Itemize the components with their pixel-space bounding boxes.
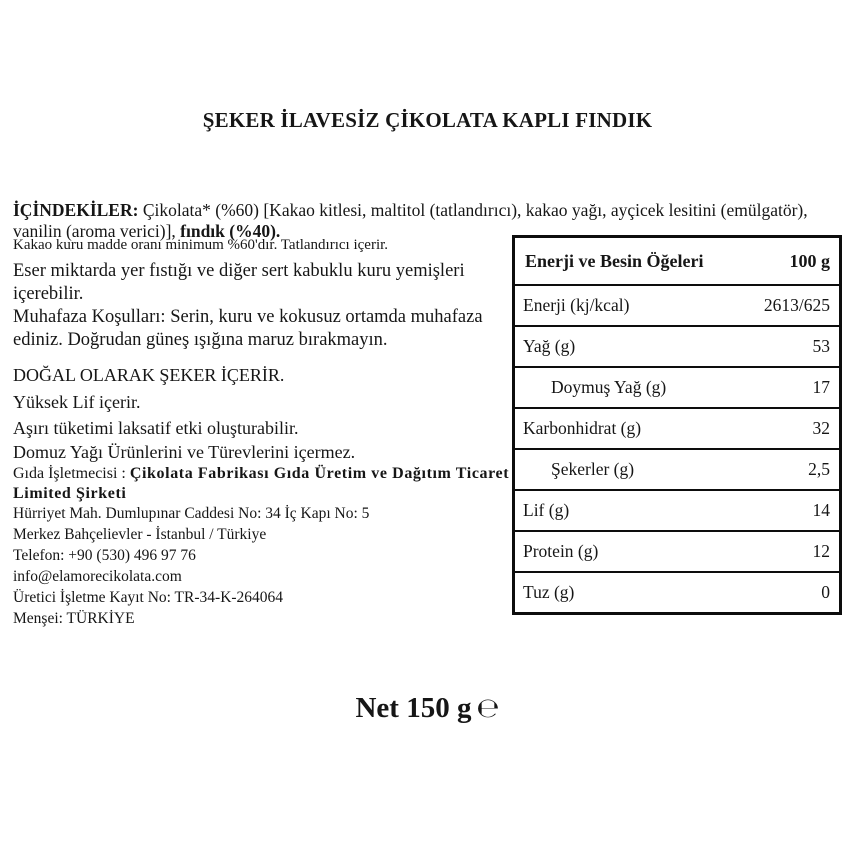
page-title: ŞEKER İLAVESİZ ÇİKOLATA KAPLI FINDIK (202, 108, 653, 132)
ingredients-label: İÇİNDEKİLER: (13, 199, 139, 220)
table-row (515, 571, 839, 612)
cocoa-content-note: Kakao kuru madde oranı minimum %60'dır. Tatlandırıcı içerir. (13, 237, 389, 253)
info-column (13, 236, 519, 629)
nutrient-label: Lif (g) (523, 500, 570, 520)
food-operator-company: Çikolata Fabrikası Gıda Üretim ve Dağıtım Ticaret Limited Şirketi (13, 465, 510, 502)
table-row (515, 325, 839, 366)
nutrient-label: Tuz (g) (523, 582, 575, 602)
estimated-sign: ℮ (476, 693, 500, 724)
table-row (515, 366, 839, 407)
nutrient-value: 32 (812, 418, 830, 438)
nutrition-table (512, 235, 842, 615)
nutrition-header-label: Enerji ve Besin Öğeleri (525, 250, 704, 271)
table-row (515, 530, 839, 571)
pork-free-statement: Domuz Yağı Ürünlerini ve Türevlerini içermez. (13, 442, 356, 462)
nutrient-label: Yağ (g) (523, 336, 576, 356)
nutrient-value: 2,5 (808, 459, 830, 479)
origin-line: Menşei: TÜRKİYE (13, 610, 135, 627)
phone-line: Telefon: +90 (530) 496 97 76 (13, 547, 196, 564)
nutrient-value: 12 (812, 541, 830, 561)
table-row (515, 489, 839, 530)
email-line: info@elamorecikolata.com (13, 568, 182, 585)
nutrition-header-unit: 100 g (789, 250, 830, 271)
address-line-2: Merkez Bahçelievler - İstanbul / Türkiye (13, 526, 267, 543)
nutrient-value: 2613/625 (763, 295, 830, 315)
food-operator (13, 464, 519, 503)
nutrient-value: 0 (821, 582, 830, 602)
storage-conditions: Muhafaza Koşulları: Serin, kuru ve kokusuz ortamda muhafaza ediniz. Doğrudan güneş ışığına maruz bırakmayın. (13, 307, 483, 350)
fiber-claim: Yüksek Lif içerir. (13, 392, 141, 412)
nutrient-value: 17 (812, 377, 830, 397)
nutrient-label: Şekerler (g) (551, 459, 635, 479)
food-operator-label: Gıda İşletmecisi : (13, 465, 130, 482)
net-weight-text: Net 150 g (355, 692, 472, 724)
laxative-warning: Aşırı tüketimi laksatif etki oluşturabilir. (13, 418, 299, 438)
table-row (515, 448, 839, 489)
nutrition-table-header (515, 238, 839, 284)
nutrient-value: 53 (812, 336, 830, 356)
nutrient-label: Protein (g) (523, 541, 599, 561)
nutrient-label: Enerji (kj/kcal) (523, 295, 630, 315)
table-row (515, 284, 839, 325)
net-weight (0, 692, 855, 725)
ingredients-body: Çikolata* (%60) [Kakao kitlesi, maltitol (tatlandırıcı), kakao yağı, ayçicek lesitini (emülgatör), vanilin (aroma verici)], (13, 199, 808, 241)
nutrient-label: Karbonhidrat (g) (523, 418, 642, 438)
trace-allergen-warning: Eser miktarda yer fıstığı ve diğer sert kabuklu kuru yemişleri içerebilir. (13, 261, 465, 304)
nutrient-label: Doymuş Yağ (g) (551, 377, 667, 397)
nutrient-value: 14 (812, 500, 830, 520)
registration-number-line: Üretici İşletme Kayıt No: TR-34-K-264064 (13, 589, 284, 606)
address-line-1: Hürriyet Mah. Dumlupınar Caddesi No: 34 İç Kapı No: 5 (13, 505, 370, 522)
ingredients-bold-suffix: fındık (%40). (180, 220, 281, 241)
table-row (515, 407, 839, 448)
natural-sugar-claim: DOĞAL OLARAK ŞEKER İÇERİR. (13, 365, 285, 385)
